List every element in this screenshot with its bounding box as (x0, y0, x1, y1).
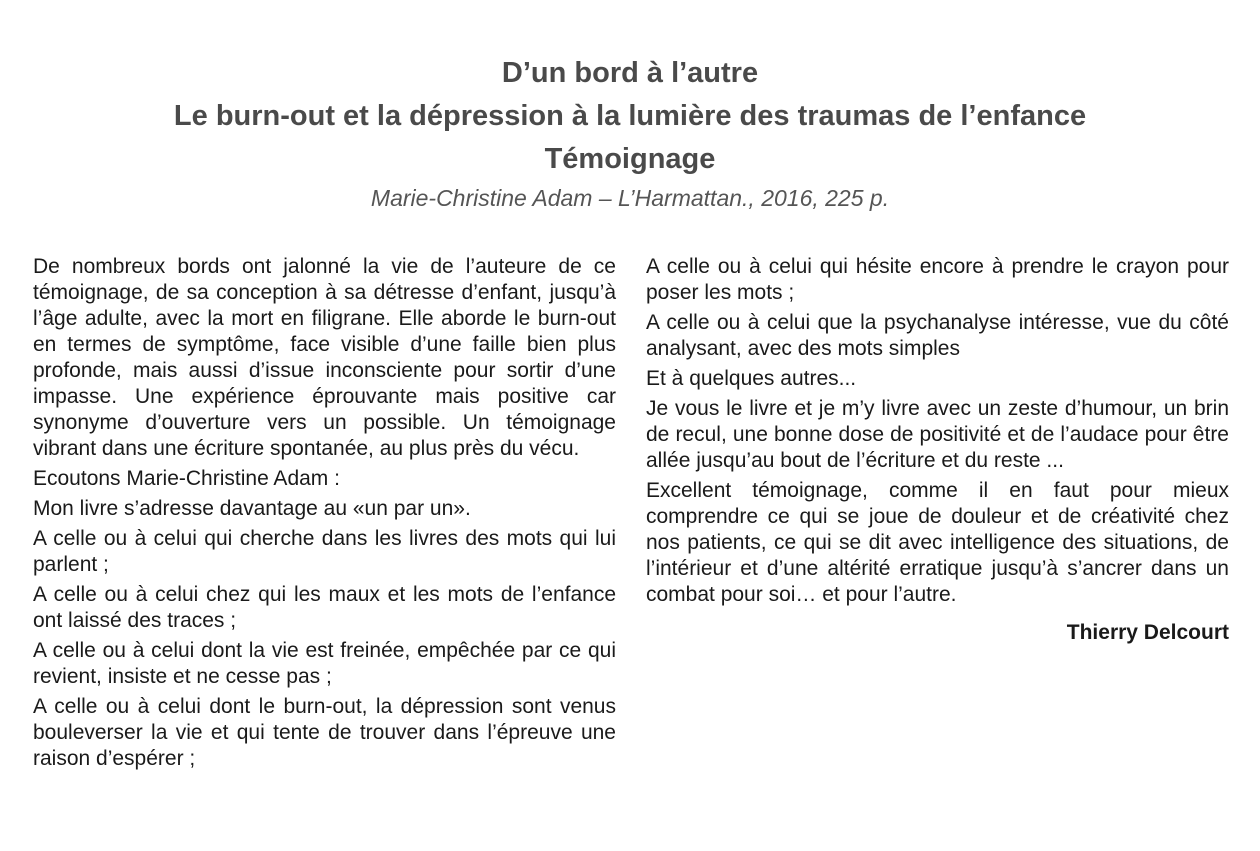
paragraph: Je vous le livre et je m’y livre avec un zeste d’humour, un brin de recul, une bonne dose de positivité et de l’audace pour être allée jusqu’au bout de l’écriture et du reste ... (646, 397, 1229, 472)
right-column (646, 254, 1229, 646)
review-signature: Thierry Delcourt (1066, 621, 1229, 644)
paragraph: Mon livre s’adresse davantage au «un par un». (33, 497, 471, 520)
paragraph: A celle ou à celui chez qui les maux et les mots de l’enfance ont laissé des traces ; (33, 583, 616, 632)
book-subtitle: Le burn-out et la dépression à la lumière des traumas de l’enfance (173, 100, 1087, 132)
paragraph: A celle ou à celui qui hésite encore à prendre le crayon pour poser les mots ; (646, 255, 1229, 304)
paragraph: Excellent témoignage, comme il en faut pour mieux comprendre ce qui se joue de douleur et de créativité chez nos patients, ce qui se dit avec intelligence des situations, de l’intérieur et d’une altérité erratique jusqu’à s’ancrer dans un combat pour soi… et pour l’autre. (646, 479, 1229, 606)
book-genre: Témoignage (544, 143, 716, 175)
book-title: D’un bord à l’autre (501, 57, 759, 89)
paragraph: A celle ou à celui qui cherche dans les livres des mots qui lui parlent ; (33, 527, 616, 576)
review-header (0, 52, 1260, 215)
paragraph: Ecoutons Marie-Christine Adam : (33, 467, 340, 490)
paragraph: A celle ou à celui que la psychanalyse intéresse, vue du côté analysant, avec des mots simples (646, 311, 1229, 360)
paragraph: A celle ou à celui dont le burn-out, la dépression sont venus bouleverser la vie et qui tente de trouver dans l’épreuve une raison d’espérer ; (33, 695, 616, 770)
book-byline: Marie-Christine Adam – L’Harmattan., 2016, 225 p. (370, 185, 890, 211)
paragraph: De nombreux bords ont jalonné la vie de l’auteure de ce témoignage, de sa conception à sa détresse d’enfant, jusqu’à l’âge adulte, avec la mort en filigrane. Elle aborde le burn-out en termes de symptôme, face visible d’une faille bien plus profonde, mais aussi d’issue inconsciente pour sortir d’une impasse. Une expérience éprouvante mais positive car synonyme d’ouverture vers un possible. Un témoignage vibrant dans une écriture spontanée, au plus près du vécu. (33, 255, 616, 460)
paragraph: A celle ou à celui dont la vie est freinée, empêchée par ce qui revient, insiste et ne cesse pas ; (33, 639, 616, 688)
left-column (33, 254, 616, 776)
paragraph: Et à quelques autres... (646, 367, 857, 390)
